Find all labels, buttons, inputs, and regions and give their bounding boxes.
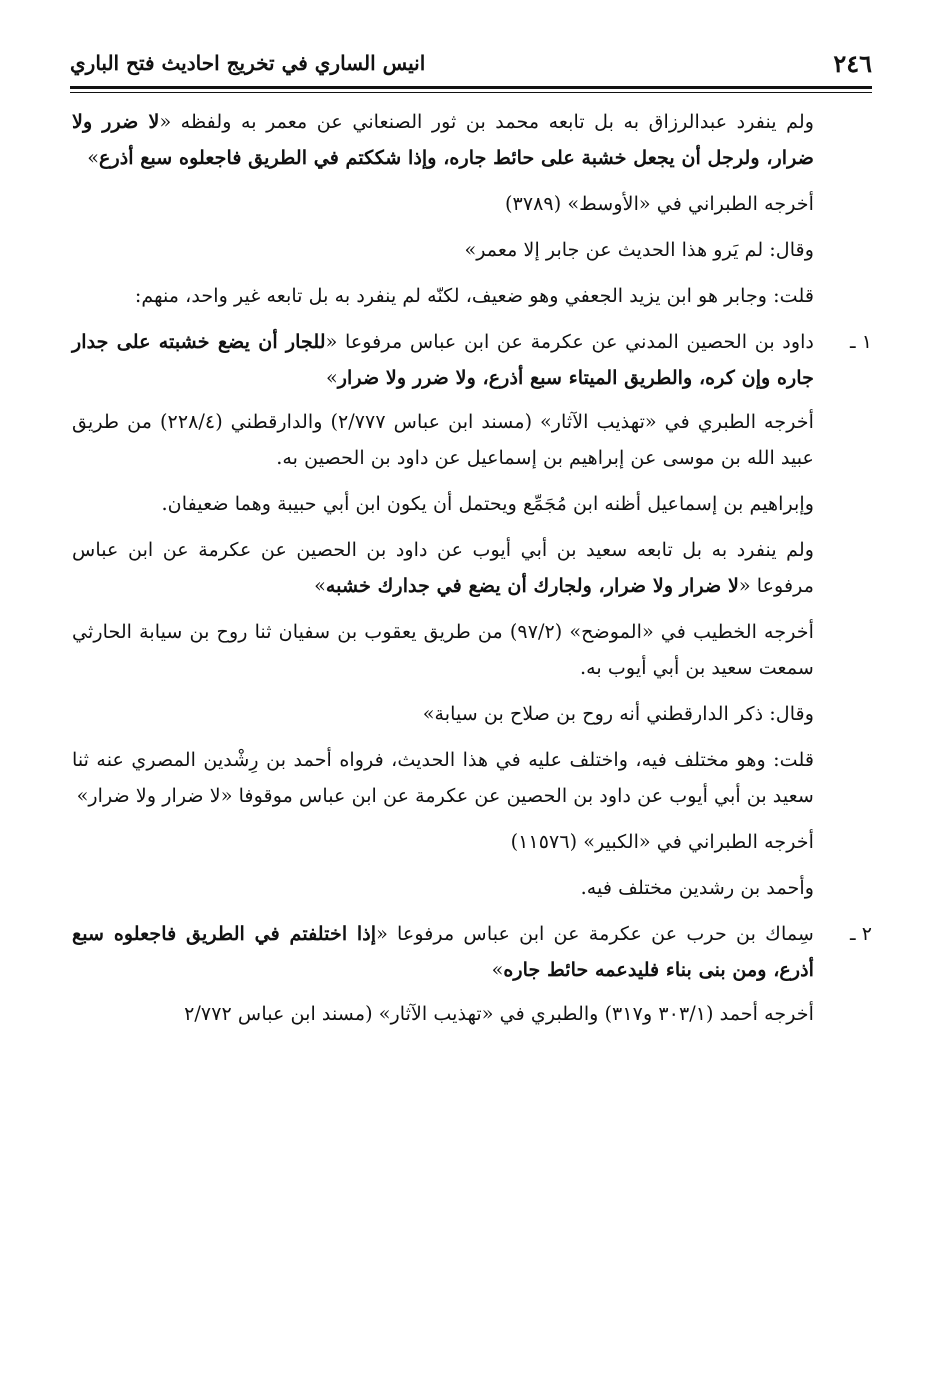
paragraph-12: وأحمد بن رشدين مختلف فيه.	[580, 876, 814, 899]
hadith-text: إذا اختلفتم في الطريق فاجعلوه سبع أذرع، ومن بنى بناء فليدعمه حائط جاره	[72, 922, 814, 981]
book-title: انيس الساري في تخريج احاديث فتح الباري	[70, 51, 426, 75]
paragraph-9: وقال: ذكر الدارقطني أنه روح بن صلاح بن سيابة»	[422, 702, 814, 725]
paragraph-2: أخرجه الطبراني في «الأوسط» (٣٧٨٩)	[505, 192, 814, 215]
paragraph-10: قلت: وهو مختلف فيه، واختلف عليه في هذا الحديث، فرواه أحمد بن رِشْدين المصري عنه ثنا سعيد بن أبي أيوب عن داود بن الحصين عن عكرمة عن ابن عباس موقوفا «لا ضرار ولا ضرار»	[72, 748, 814, 807]
page-body	[72, 104, 872, 1032]
list-item-1	[72, 324, 872, 396]
item-number: ٢ ـ	[849, 922, 872, 945]
hadith-text: لا ضرر ولا ضرار، ولرجل أن يجعل خشبة على حائط جاره، وإذا شككتم في الطريق فاجعلوه سبع أذرع	[72, 110, 814, 169]
page-header	[70, 42, 872, 84]
item-number: ١ ـ	[849, 330, 872, 353]
paragraph-7: ولم ينفرد به بل تابعه سعيد بن أبي أيوب عن داود بن الحصين عن عكرمة عن ابن عباس مرفوعا «لا ضرار ولا ضرار، ولجارك أن يضع في جدارك خشبه»	[72, 538, 814, 597]
paragraph-4: قلت: وجابر هو ابن يزيد الجعفي وهو ضعيف، لكنّه لم ينفرد به بل تابعه غير واحد، منهم:	[134, 284, 814, 307]
paragraph-3: وقال: لم يَرو هذا الحديث عن جابر إلا معمر»	[464, 238, 814, 261]
paragraph-8: أخرجه الخطيب في «الموضح» (٩٧/٢) من طريق يعقوب بن سفيان ثنا روح بن سيابة الحارثي سمعت سعيد بن أبي أيوب به.	[72, 620, 814, 679]
hadith-text: لا ضرار ولا ضرار، ولجارك أن يضع في جدارك خشبه	[325, 574, 739, 597]
item-text: داود بن الحصين المدني عن عكرمة عن ابن عباس مرفوعا «للجار أن يضع خشبته على جدار جاره وإن كره، والطريق الميتاء سبع أذرع، ولا ضرر ولا ضرار»	[72, 330, 814, 389]
list-item-2	[72, 916, 872, 988]
paragraph-5: أخرجه الطبري في «تهذيب الآثار» (مسند ابن عباس ٢/٧٧٧) والدارقطني (٢٢٨/٤) من طريق عبيد الله بن موسى عن إبراهيم بن إسماعيل عن داود بن الحصين به.	[72, 410, 814, 469]
paragraph-1: ولم ينفرد عبدالرزاق به بل تابعه محمد بن ثور الصنعاني عن معمر به ولفظه «لا ضرر ولا ضرار، ولرجل أن يجعل خشبة على حائط جاره، وإذا شككتم في الطريق فاجعلوه سبع أذرع»	[72, 110, 814, 169]
page-number: ٢٤٦	[833, 48, 872, 78]
paragraph-13: أخرجه أحمد (٣٠٣/١ و٣١٧) والطبري في «تهذيب الآثار» (مسند ابن عباس ٢/٧٧٢	[184, 1002, 814, 1025]
paragraph-6: وإبراهيم بن إسماعيل أظنه ابن مُجَمِّع ويحتمل أن يكون ابن أبي حبيبة وهما ضعيفان.	[161, 492, 814, 515]
hadith-text: للجار أن يضع خشبته على جدار جاره وإن كره، والطريق الميتاء سبع أذرع، ولا ضرر ولا ضرار	[72, 330, 814, 389]
header-rule-thick	[70, 86, 872, 89]
header-rule-thin	[70, 92, 872, 93]
paragraph-11: أخرجه الطبراني في «الكبير» (١١٥٧٦)	[510, 830, 814, 853]
item-text: سِماك بن حرب عن عكرمة عن ابن عباس مرفوعا «إذا اختلفتم في الطريق فاجعلوه سبع أذرع، ومن بنى بناء فليدعمه حائط جاره»	[72, 922, 814, 981]
